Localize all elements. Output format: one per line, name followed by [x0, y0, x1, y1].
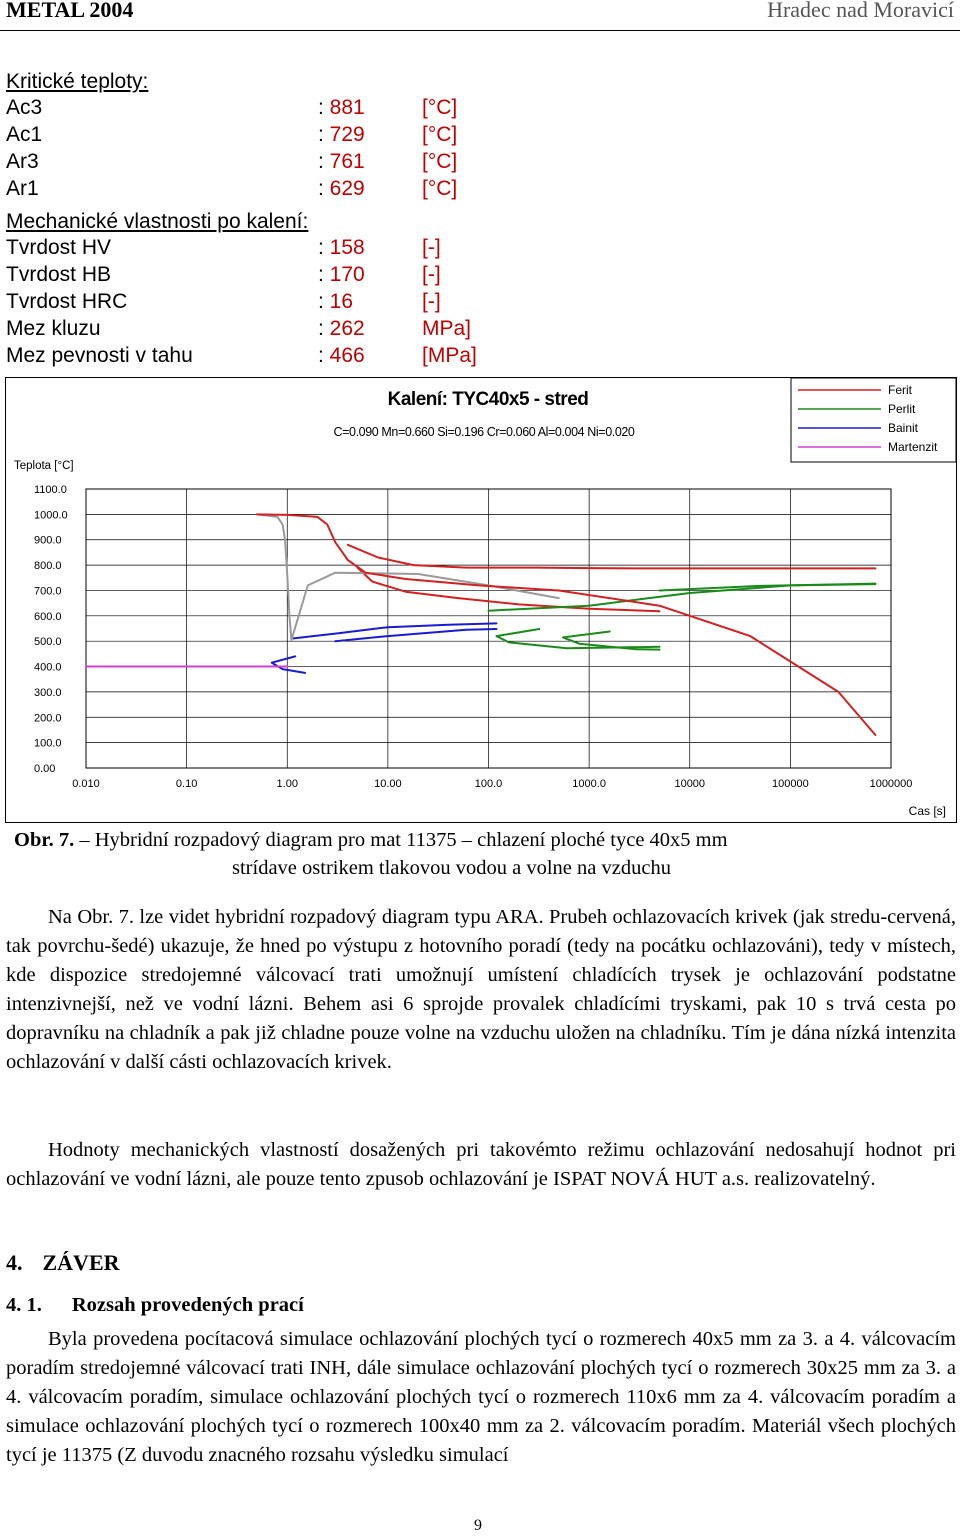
subsection-number: 4. 1. [6, 1294, 42, 1316]
x-tick-label: 0.010 [72, 778, 100, 790]
figure-caption [14, 826, 954, 882]
property-row [6, 344, 606, 370]
property-row [6, 317, 606, 343]
paragraph-1 [6, 903, 956, 1077]
paragraph-1-text: Na Obr. 7. lze videt hybridní rozpadový diagram typu ARA. Prubeh ochlazovacích krivek (jak stredu-cervená, tak povrchu-šedé) ukazuje, že hned po výstupu z hotovního poradí (tedy na pocátku ochlazováni), tedy v místech, kde dispozice stredojemné válcovací trati umožnují umístení chladících trysek je ochlazování podstatne intenzivnejší, než ve vodní lázni. Behem asi 6 sprojde provalek chladícími tryskami, pak 10 s trvá cesta po dopravníku na chladník a pak již chladne pouze volne na vzduchu uložen na chladníku. Tím je dána nízká intenzita ochlazování v další cásti ochlazovacích krivek. [6, 906, 956, 1073]
header-divider [0, 30, 960, 31]
property-value: : 262 [318, 317, 365, 340]
property-value: : 881 [318, 96, 365, 119]
property-value: : 729 [318, 123, 365, 146]
property-name: Ac3 [6, 96, 43, 119]
property-row [6, 290, 606, 316]
property-name: Tvrdost HRC [6, 290, 128, 313]
caption-text-line1: – Hybridní rozpadový diagram pro mat 11375 – chlazení ploché tyce 40x5 mm [74, 829, 728, 851]
property-unit: [-] [422, 263, 441, 286]
x-tick-label: 1.00 [276, 778, 298, 790]
y-tick-label: 200.0 [34, 712, 62, 725]
x-tick-label: 100000 [772, 778, 809, 790]
property-unit: [MPa] [422, 344, 477, 367]
property-value: : 761 [318, 150, 365, 173]
property-unit: [-] [422, 236, 441, 259]
property-row [6, 177, 606, 203]
y-tick-label: 600.0 [34, 610, 62, 623]
chart-subtitle: C=0.090 Mn=0.660 Si=0.196 Cr=0.060 Al=0.004 Ni=0.020 [333, 425, 635, 439]
property-row [6, 236, 606, 262]
x-tick-label: 1000000 [869, 778, 913, 790]
legend-label: Martenzit [888, 440, 938, 454]
property-unit: [°C] [422, 150, 458, 173]
y-tick-label: 800.0 [34, 560, 62, 573]
section-heading [6, 1250, 120, 1276]
property-value: : 466 [318, 344, 365, 367]
page-number: 9 [474, 1517, 482, 1534]
property-unit: [°C] [422, 177, 458, 200]
caption-text-line2: strídave ostrikem tlakovou vodou a volne na vzduchu [232, 857, 671, 879]
subsection-title: Rozsah provedených prací [71, 1294, 304, 1316]
x-tick-label: 0.10 [175, 778, 198, 790]
property-row [6, 150, 606, 176]
y-tick-label: 700.0 [34, 585, 62, 598]
paragraph-3-text: Byla provedena pocítacová simulace ochlazování plochých tycí o rozmerech 40x5 mm za 3. a 4. válcovacím poradím stredojemné válcovací trati INH, dále simulace ochlazování plochých tycí o rozmerech 30x25 mm za 3. a 4. válcovacím poradím, simulace ochlazování plochých tycí o rozmerech 110x6 mm za 4. válcovacím poradím a simulace ochlazování plochých tycí o rozmerech 100x40 mm za 2. válcovacím poradím. Materiál všech plochých tycí je 11375 (Z duvodu znacného rozsahu výsledku simulací [6, 1328, 956, 1466]
header-right-title: Hradec nad Moravicí [767, 0, 954, 22]
y-tick-label: 1000.0 [34, 509, 68, 522]
y-tick-label: 1100.0 [34, 484, 67, 496]
y-tick-label: 900.0 [34, 534, 62, 547]
chart-svg [6, 378, 956, 822]
header-left-title: METAL 2004 [6, 0, 134, 22]
property-name: Tvrdost HV [6, 236, 112, 259]
property-value: : 629 [318, 177, 365, 200]
x-tick-label: 100.0 [474, 778, 503, 790]
paragraph-3 [6, 1325, 956, 1470]
y-tick-label: 500.0 [34, 636, 62, 649]
property-row [6, 123, 606, 149]
series-line [257, 514, 875, 735]
property-name: Mez pevnosti v tahu [6, 344, 193, 367]
y-tick-label: 300.0 [34, 686, 62, 699]
property-name: Ar3 [6, 150, 39, 173]
y-axis-label: Teplota [°C] [14, 460, 74, 472]
series-line [272, 656, 305, 673]
property-value: : 170 [318, 263, 365, 286]
y-tick-label: 100.0 [34, 737, 62, 750]
property-row [6, 263, 606, 289]
y-tick-label: 400.0 [34, 661, 62, 674]
subsection-heading [6, 1294, 304, 1317]
y-tick-label: 0.00 [34, 763, 56, 775]
property-unit: [°C] [422, 96, 458, 119]
property-value: : 16 [318, 290, 354, 313]
caption-label: Obr. 7. [14, 829, 75, 851]
x-tick-label: 1000.0 [572, 778, 606, 790]
property-unit: MPa] [422, 317, 472, 340]
mechanical-heading: Mechanické vlastnosti po kalení: [6, 210, 309, 233]
paragraph-2 [6, 1136, 956, 1194]
hybrid-diagram-chart [5, 377, 957, 823]
section-title: ZÁVER [42, 1250, 120, 1275]
legend-label: Ferit [888, 383, 912, 397]
critical-temps-heading: Kritické teploty: [6, 70, 149, 93]
paragraph-2-text: Hodnoty mechanických vlastností dosažených pri takovémto režimu ochlazování nedosahují hodnot pri ochlazování ve vodní lázni, ale pouze tento zpusob ochlazování je ISPAT NOVÁ HUT a.s. realizovatelný. [6, 1139, 956, 1190]
property-row [6, 96, 606, 122]
property-name: Ac1 [6, 123, 43, 146]
legend-label: Bainit [888, 421, 919, 435]
property-name: Tvrdost HB [6, 263, 112, 286]
series-line [257, 514, 559, 640]
x-tick-label: 10.00 [374, 778, 402, 790]
property-value: : 158 [318, 236, 365, 259]
property-unit: [°C] [422, 123, 458, 146]
legend-label: Perlit [888, 402, 916, 416]
section-number: 4. [6, 1250, 23, 1275]
series-line [497, 629, 660, 648]
x-tick-label: 10000 [674, 778, 706, 790]
property-unit: [-] [422, 290, 441, 313]
property-name: Ar1 [6, 177, 39, 200]
property-name: Mez kluzu [6, 317, 101, 340]
x-axis-label: Cas [s] [908, 804, 946, 818]
chart-title: Kalení: TYC40x5 - stred [387, 389, 589, 410]
